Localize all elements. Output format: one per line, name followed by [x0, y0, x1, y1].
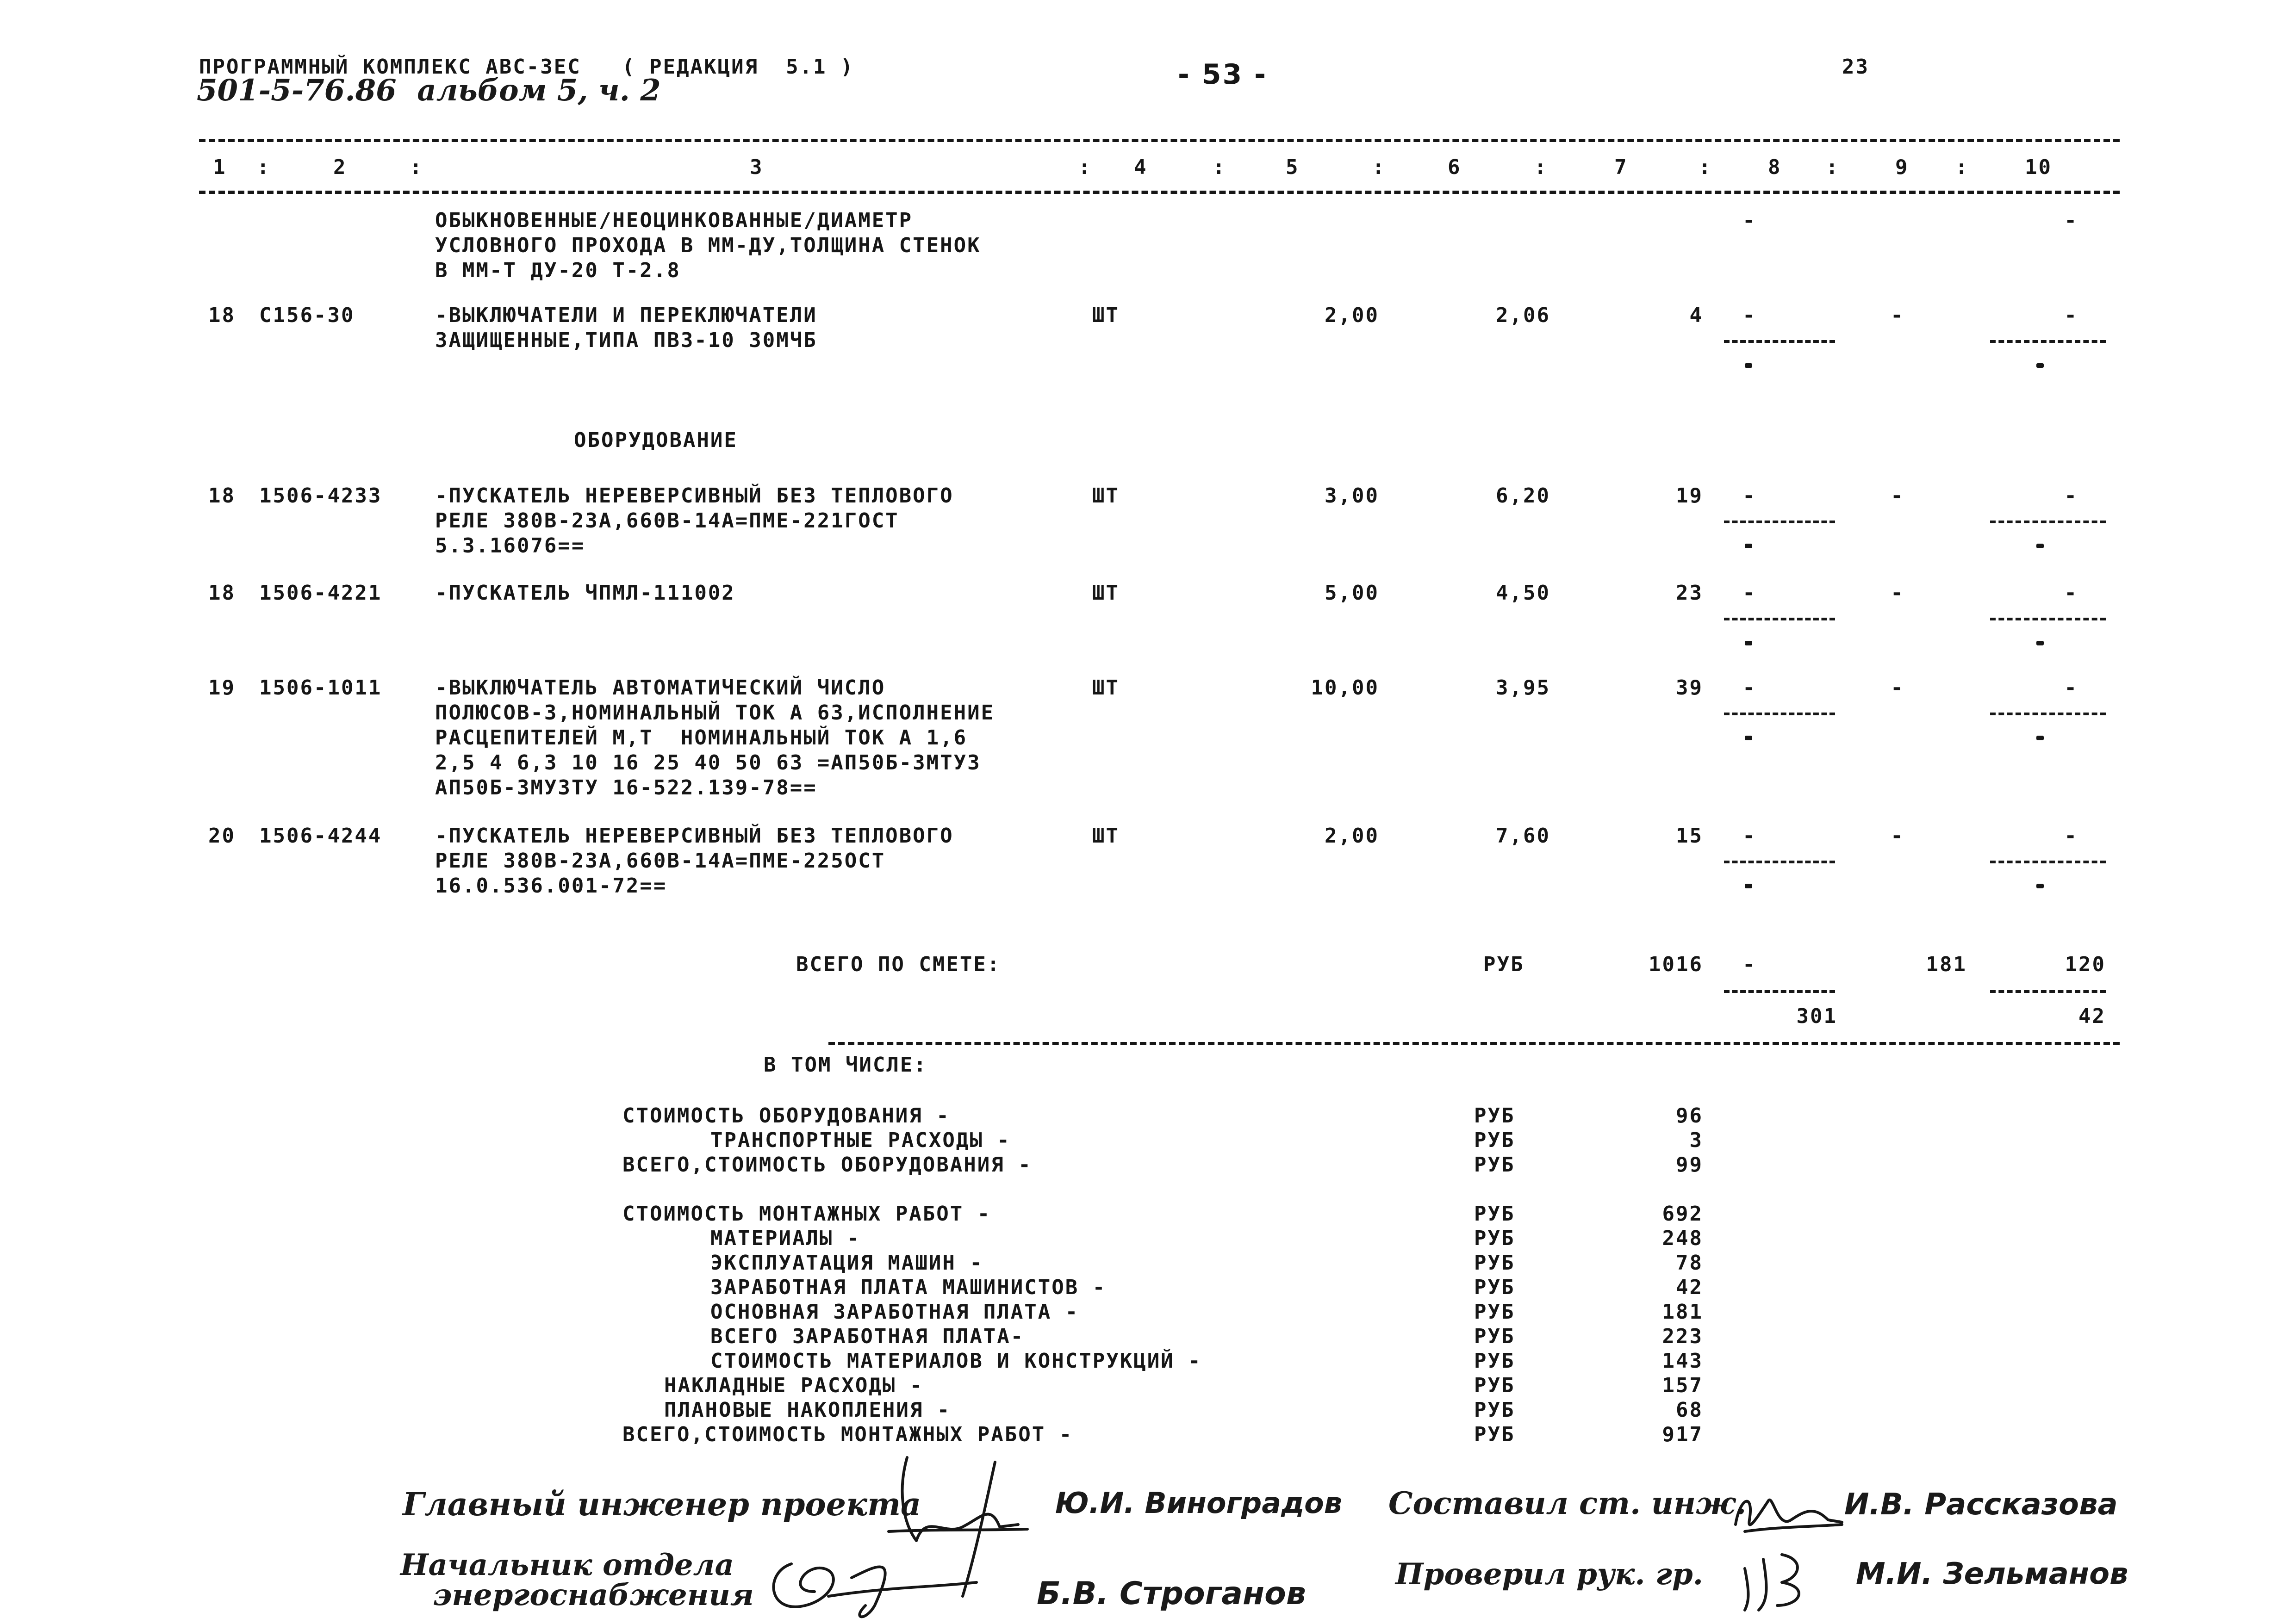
row-quantity: 3,00	[1325, 484, 1379, 508]
row-unit: ШТ	[1092, 484, 1120, 508]
summary-label: СТОИМОСТЬ ОБОРУДОВАНИЯ -	[622, 1104, 950, 1128]
row-fraction-divider	[1724, 861, 1835, 863]
summary-value: 42	[1676, 1276, 1703, 1299]
including-label: В ТОМ ЧИСЛЕ:	[764, 1053, 927, 1077]
row-description-line: -ВЫКЛЮЧАТЕЛЬ АВТОМАТИЧЕСКИЙ ЧИСЛО	[435, 676, 886, 700]
row-fraction-divider	[1724, 521, 1835, 523]
col-divider-5: :	[1372, 155, 1386, 179]
col-header-6: 6	[1448, 155, 1462, 179]
summary-unit: РУБ	[1474, 1398, 1515, 1422]
row-col8: -	[1742, 484, 1756, 508]
summary-value: 692	[1662, 1202, 1703, 1226]
summary-unit: РУБ	[1474, 1104, 1515, 1128]
totals-col8-divider	[1724, 990, 1835, 993]
row-description-line: 5.3.16076==	[435, 534, 585, 558]
row-col8: -	[1742, 304, 1756, 327]
row-fraction-dash	[1745, 363, 1752, 368]
col-divider-4: :	[1213, 155, 1226, 179]
row-fraction-divider	[1724, 713, 1835, 715]
summary-unit: РУБ	[1474, 1374, 1515, 1397]
row-unit: ШТ	[1092, 824, 1120, 848]
sheet-number: 23	[1842, 55, 1869, 79]
row-description-line: РЕЛЕ 380В-23А,660В-14А=ПМЕ-221ГОСТ	[435, 509, 899, 533]
row-quantity: 10,00	[1311, 676, 1379, 700]
row-code: 1506-4233	[259, 484, 382, 508]
row-quantity: 5,00	[1325, 581, 1379, 605]
summary-value: 157	[1662, 1374, 1703, 1397]
row-description-line: 2,5 4 6,3 10 16 25 40 50 63 =АП50Б-3МТУЗ	[435, 751, 981, 775]
row-col8: -	[1742, 824, 1756, 848]
col-divider-9: :	[1955, 155, 1969, 179]
row-fraction-divider	[1990, 340, 2106, 343]
summary-label: ВСЕГО,СТОИМОСТЬ МОНТАЖНЫХ РАБОТ -	[622, 1423, 1073, 1446]
col-divider-3: :	[1078, 155, 1092, 179]
page-number: - 53 -	[1178, 58, 1268, 91]
department-head-title-line2: энергоснабжения	[433, 1578, 754, 1612]
summary-unit: РУБ	[1474, 1227, 1515, 1250]
col-header-10: 10	[2025, 155, 2052, 179]
summary-unit: РУБ	[1474, 1128, 1515, 1152]
row-number: 18	[208, 581, 236, 605]
row-col8: -	[1742, 581, 1756, 605]
row-description-line: 16.0.536.001-72==	[435, 874, 667, 898]
summary-unit: РУБ	[1474, 1423, 1515, 1446]
totals-col10-top: 120	[2065, 953, 2106, 976]
summary-label: ЗАРАБОТНАЯ ПЛАТА МАШИНИСТОВ -	[710, 1276, 1107, 1299]
col-header-8: 8	[1768, 155, 1782, 179]
row-fraction-dash	[1745, 736, 1752, 740]
col-divider-1: :	[257, 155, 271, 179]
row-col10: -	[2064, 484, 2078, 508]
table-header-rule	[199, 191, 2120, 194]
summary-label: СТОИМОСТЬ МАТЕРИАЛОВ И КОНСТРУКЦИЙ -	[710, 1349, 1202, 1373]
summary-label: СТОИМОСТЬ МОНТАЖНЫХ РАБОТ -	[622, 1202, 991, 1226]
summary-unit: РУБ	[1474, 1349, 1515, 1373]
row-number: 18	[208, 304, 236, 327]
col-header-5: 5	[1286, 155, 1300, 179]
summary-label: ОСНОВНАЯ ЗАРАБОТНАЯ ПЛАТА -	[710, 1300, 1079, 1324]
col-divider-2: :	[410, 155, 423, 179]
row-code: 1506-4221	[259, 581, 382, 605]
row-col9: -	[1891, 824, 1904, 848]
row-fraction-divider	[1990, 521, 2106, 523]
row-total: 4	[1689, 304, 1703, 327]
summary-unit: РУБ	[1474, 1153, 1515, 1177]
summary-label: ПЛАНОВЫЕ НАКОПЛЕНИЯ -	[664, 1398, 951, 1422]
row-fraction-dash	[1745, 641, 1752, 645]
row-number: 20	[208, 824, 236, 848]
row-description-line: -ПУСКАТЕЛЬ ЧПМЛ-111002	[435, 581, 735, 605]
row-total: 23	[1676, 581, 1703, 605]
summary-rule	[828, 1042, 2120, 1045]
department-head-title-line1: Начальник отдела	[400, 1548, 734, 1582]
totals-unit: РУБ	[1483, 953, 1524, 976]
row-description-line: ОБЫКНОВЕННЫЕ/НЕОЦИНКОВАННЫЕ/ДИАМЕТР	[435, 209, 913, 232]
row-col8: -	[1742, 676, 1756, 700]
row-total: 15	[1676, 824, 1703, 848]
chief-engineer-name: Ю.И. Виноградов	[1055, 1486, 1342, 1520]
col-header-1: 1	[213, 155, 227, 179]
row-code: 1506-4244	[259, 824, 382, 848]
row-quantity: 2,00	[1325, 304, 1379, 327]
summary-value: 223	[1662, 1325, 1703, 1348]
row-total: 39	[1676, 676, 1703, 700]
row-fraction-dash	[2036, 736, 2044, 740]
row-col9: -	[1891, 304, 1904, 327]
col-header-7: 7	[1614, 155, 1628, 179]
row-description-line: РАСЦЕПИТЕЛЕЙ М,Т НОМИНАЛЬНЫЙ ТОК А 1,6	[435, 726, 968, 750]
summary-unit: РУБ	[1474, 1251, 1515, 1275]
checked-by-signature	[1731, 1541, 1823, 1615]
summary-value: 68	[1676, 1398, 1703, 1422]
summary-value: 99	[1676, 1153, 1703, 1177]
row-fraction-divider	[1724, 340, 1835, 343]
summary-unit: РУБ	[1474, 1325, 1515, 1348]
summary-value: 248	[1662, 1227, 1703, 1250]
album-number: 501-5-76.86 альбом 5, ч. 2	[197, 73, 661, 108]
row-fraction-dash	[2036, 363, 2044, 368]
row-unit-price: 7,60	[1496, 824, 1550, 848]
col-divider-6: :	[1534, 155, 1548, 179]
col-divider-8: :	[1826, 155, 1840, 179]
row-number: 19	[208, 676, 236, 700]
row-description-line: ЗАЩИЩЕННЫЕ,ТИПА ПВЗ-10 30МЧБ	[435, 329, 817, 352]
totals-col10-bottom: 42	[2078, 1004, 2106, 1028]
summary-value: 78	[1676, 1251, 1703, 1275]
summary-value: 917	[1662, 1423, 1703, 1446]
department-head-name: Б.В. Строганов	[1037, 1575, 1306, 1612]
row-col10: -	[2064, 209, 2078, 232]
totals-col8-top: -	[1742, 953, 1756, 976]
row-code: С156-30	[259, 304, 355, 327]
summary-label: ВСЕГО,СТОИМОСТЬ ОБОРУДОВАНИЯ -	[622, 1153, 1032, 1177]
row-description-line: РЕЛЕ 380В-23А,660В-14А=ПМЕ-225ОСТ	[435, 849, 886, 873]
col-header-2: 2	[333, 155, 347, 179]
row-fraction-dash	[2036, 544, 2044, 548]
row-col9: -	[1891, 676, 1904, 700]
department-head-signature	[759, 1536, 981, 1624]
summary-unit: РУБ	[1474, 1300, 1515, 1324]
table-top-rule	[199, 139, 2120, 142]
row-fraction-divider	[1990, 861, 2106, 863]
row-fraction-dash	[2036, 641, 2044, 645]
row-description-line: ОБОРУДОВАНИЕ	[574, 428, 738, 452]
col-divider-7: :	[1699, 155, 1712, 179]
row-description-line: В ММ-Т ДУ-20 Т-2.8	[435, 259, 681, 282]
row-col10: -	[2064, 676, 2078, 700]
row-description-line: ПОЛЮСОВ-3,НОМИНАЛЬНЫЙ ТОК А 63,ИСПОЛНЕНИЕ	[435, 701, 995, 725]
summary-value: 3	[1689, 1128, 1703, 1152]
row-col9: -	[1891, 581, 1904, 605]
program-header: ПРОГРАММНЫЙ КОМПЛЕКС АВС-3ЕС ( РЕДАКЦИЯ 5.1 )	[199, 55, 854, 79]
row-description-line: -ПУСКАТЕЛЬ НЕРЕВЕРСИВНЫЙ БЕЗ ТЕПЛОВОГО	[435, 484, 954, 508]
row-unit: ШТ	[1092, 676, 1120, 700]
compiled-by-title: Составил ст. инж.	[1388, 1485, 1747, 1521]
row-unit-price: 3,95	[1496, 676, 1550, 700]
row-fraction-divider	[1990, 618, 2106, 620]
totals-col9: 181	[1926, 953, 1967, 976]
summary-label: ТРАНСПОРТНЫЕ РАСХОДЫ -	[710, 1128, 1011, 1152]
summary-value: 181	[1662, 1300, 1703, 1324]
row-col8: -	[1742, 209, 1756, 232]
row-col9: -	[1891, 484, 1904, 508]
row-quantity: 2,00	[1325, 824, 1379, 848]
col-header-3: 3	[750, 155, 764, 179]
row-code: 1506-1011	[259, 676, 382, 700]
row-description-line: -ВЫКЛЮЧАТЕЛИ И ПЕРЕКЛЮЧАТЕЛИ	[435, 304, 817, 327]
row-unit-price: 4,50	[1496, 581, 1550, 605]
row-fraction-dash	[1745, 544, 1752, 548]
summary-value: 143	[1662, 1349, 1703, 1373]
checked-by-title: Проверил рук. гр.	[1395, 1557, 1703, 1592]
summary-unit: РУБ	[1474, 1276, 1515, 1299]
summary-unit: РУБ	[1474, 1202, 1515, 1226]
row-unit: ШТ	[1092, 304, 1120, 327]
row-number: 18	[208, 484, 236, 508]
row-unit: ШТ	[1092, 581, 1120, 605]
row-fraction-divider	[1990, 713, 2106, 715]
col-header-4: 4	[1134, 155, 1148, 179]
compiled-by-signature	[1726, 1488, 1847, 1538]
row-col10: -	[2064, 581, 2078, 605]
row-unit-price: 6,20	[1496, 484, 1550, 508]
totals-sum: 1016	[1649, 953, 1703, 976]
row-total: 19	[1676, 484, 1703, 508]
totals-label: ВСЕГО ПО СМЕТЕ:	[796, 953, 1001, 976]
totals-col8-bottom: 301	[1796, 1004, 1837, 1028]
summary-label: ВСЕГО ЗАРАБОТНАЯ ПЛАТА-	[710, 1325, 1025, 1348]
summary-value: 96	[1676, 1104, 1703, 1128]
summary-label: МАТЕРИАЛЫ -	[710, 1227, 861, 1250]
compiled-by-name: И.В. Рассказова	[1844, 1488, 2118, 1522]
row-fraction-dash	[2036, 884, 2044, 888]
row-description-line: -ПУСКАТЕЛЬ НЕРЕВЕРСИВНЫЙ БЕЗ ТЕПЛОВОГО	[435, 824, 954, 848]
summary-label: ЭКСПЛУАТАЦИЯ МАШИН -	[710, 1251, 983, 1275]
col-header-9: 9	[1895, 155, 1909, 179]
row-description-line: АП50Б-3МУЗТУ 16-522.139-78==	[435, 776, 817, 800]
chief-engineer-title: Главный инженер проекта	[403, 1486, 921, 1523]
row-unit-price: 2,06	[1496, 304, 1550, 327]
summary-label: НАКЛАДНЫЕ РАСХОДЫ -	[664, 1374, 924, 1397]
row-col10: -	[2064, 304, 2078, 327]
row-fraction-divider	[1724, 618, 1835, 620]
checked-by-name: М.И. Зельманов	[1856, 1557, 2128, 1591]
totals-col10-divider	[1990, 990, 2106, 993]
row-col10: -	[2064, 824, 2078, 848]
row-fraction-dash	[1745, 884, 1752, 888]
row-description-line: УСЛОВНОГО ПРОХОДА В ММ-ДУ,ТОЛЩИНА СТЕНОК	[435, 234, 981, 257]
